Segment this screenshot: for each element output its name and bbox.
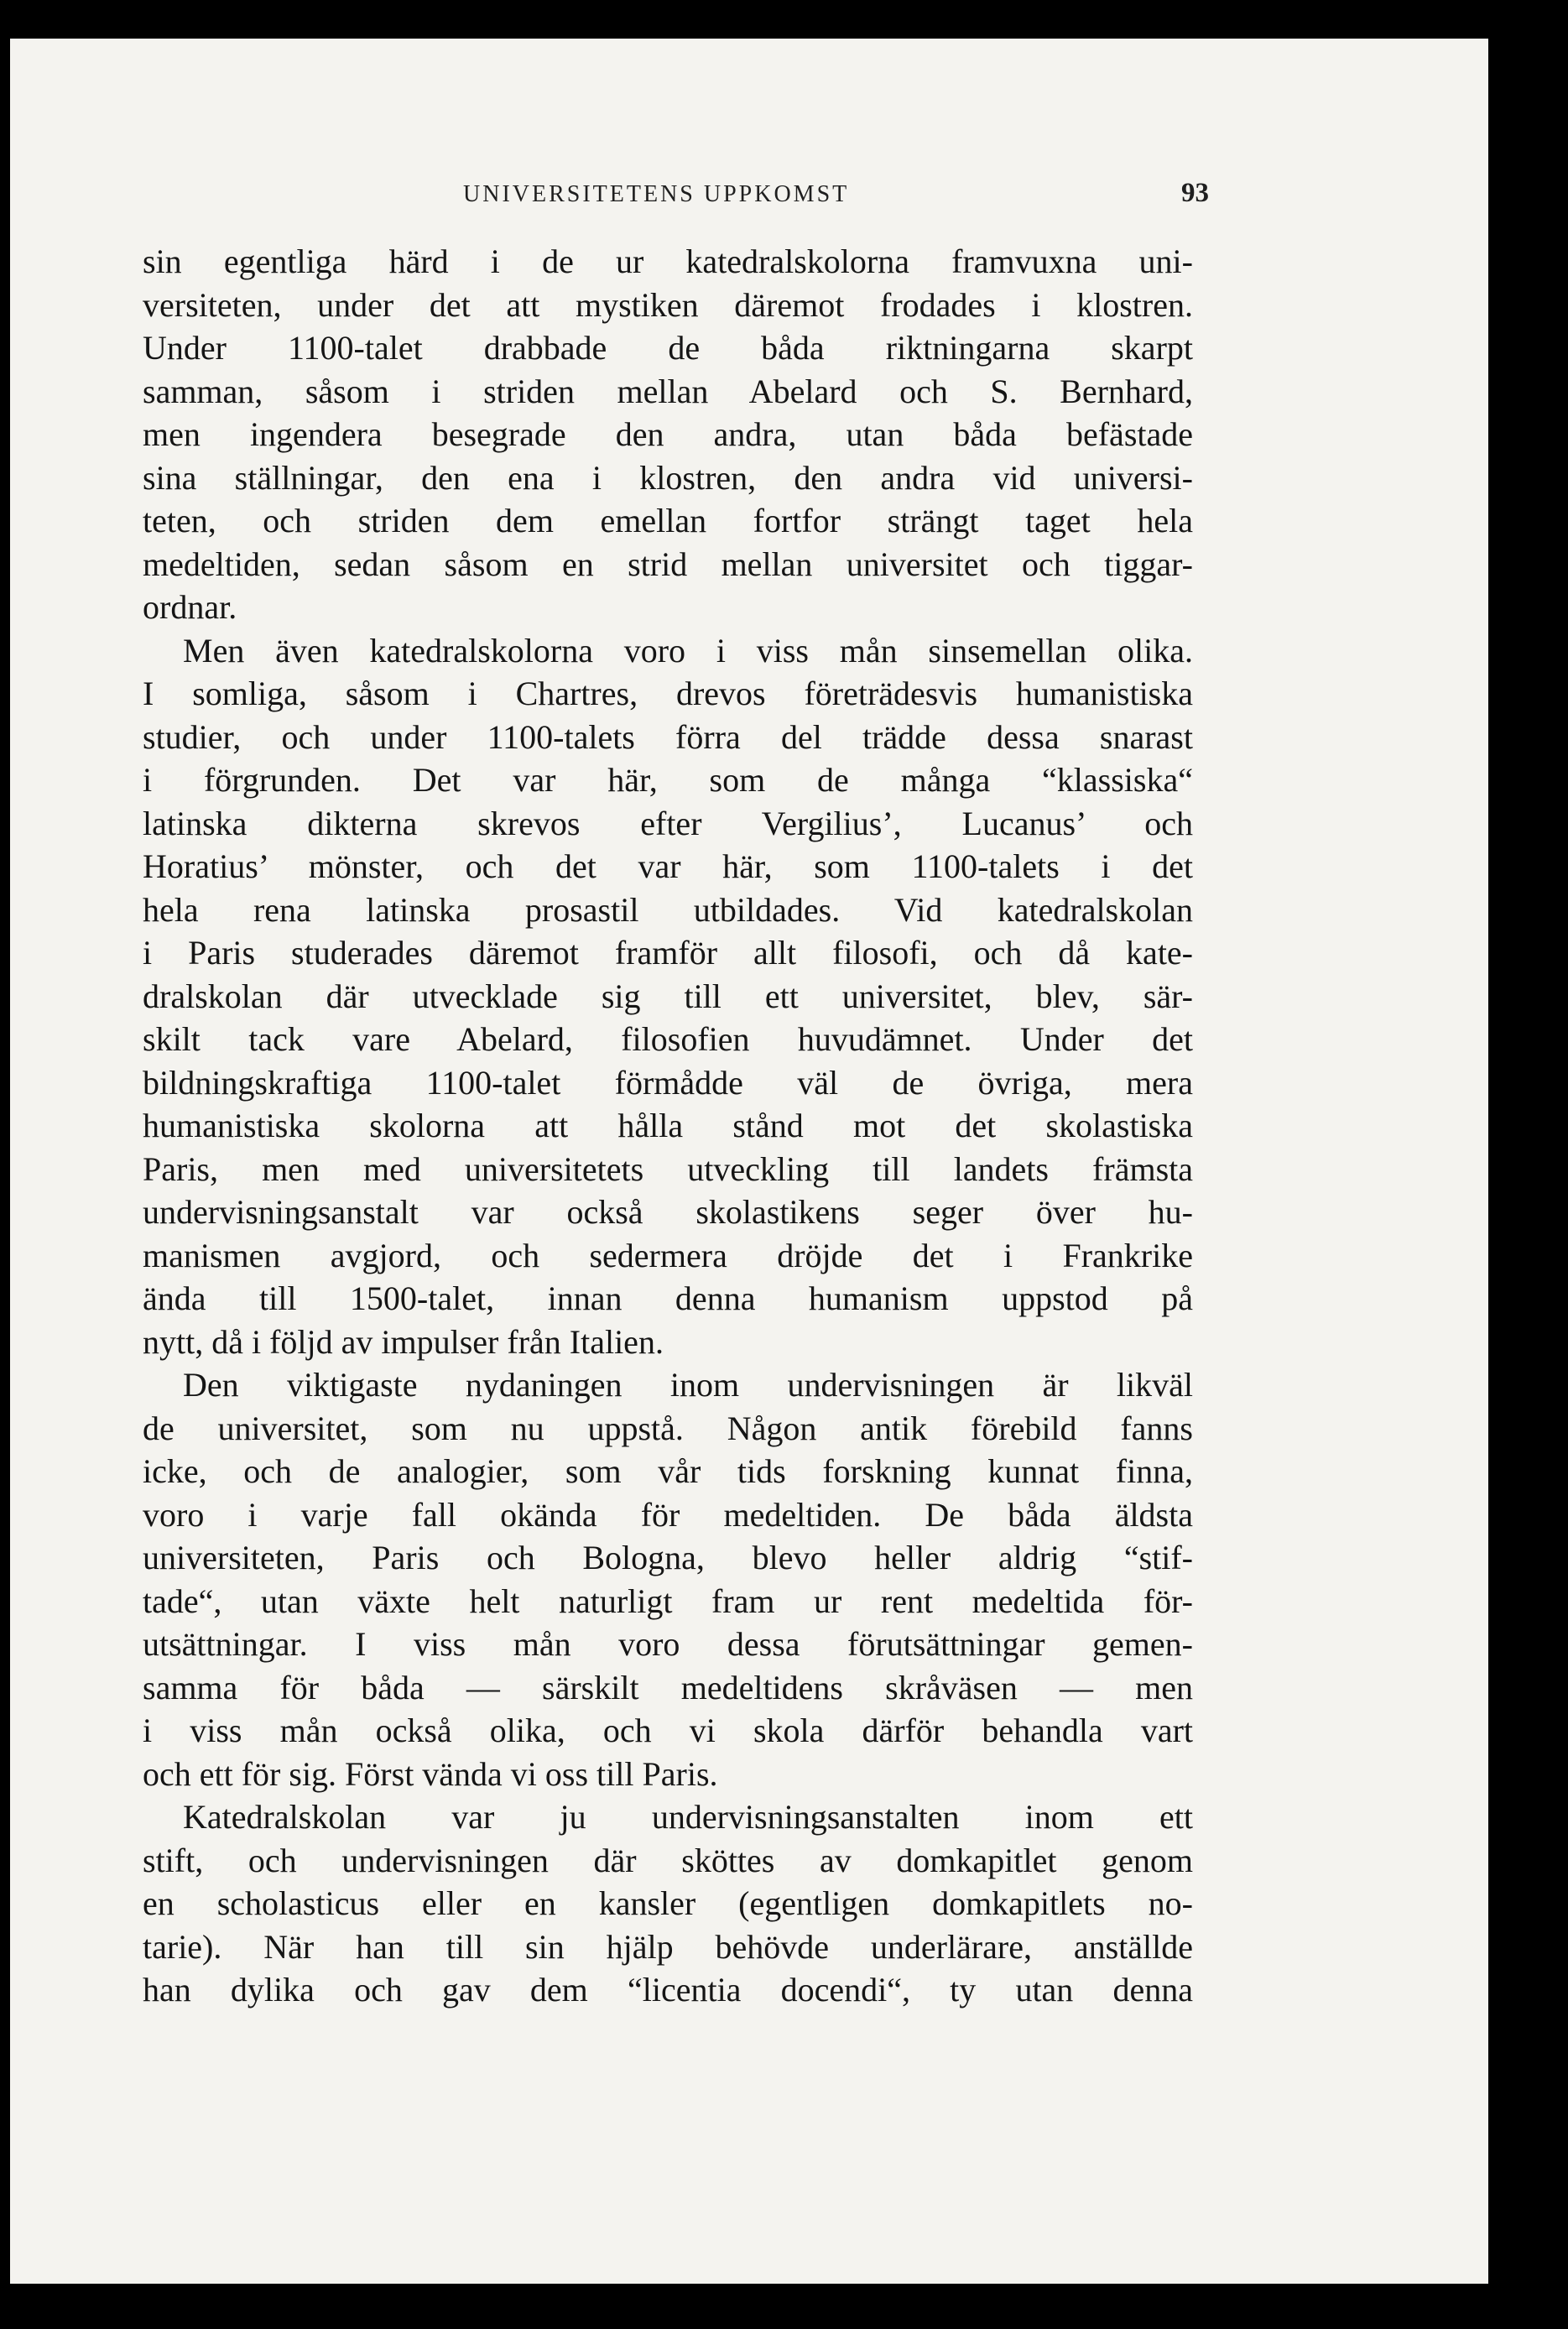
page-header — [10, 178, 1488, 223]
text-line: men ingendera besegrade den andra, utan båda befästade — [143, 415, 1193, 453]
text-line: en scholasticus eller en kansler (egentligen domkapitlets no- — [143, 1884, 1193, 1922]
text-line: bildningskraftiga 1100-talet förmådde väl de övriga, mera — [143, 1063, 1193, 1102]
text-line: samma för båda — särskilt medeltidens skråväsen — men — [143, 1668, 1193, 1706]
text-line: han dylika och gav dem “licentia docendi“, ty utan denna — [143, 1971, 1193, 2009]
text-line: universiteten, Paris och Bologna, blevo heller aldrig “stif- — [143, 1539, 1193, 1576]
text-line: i viss mån också olika, och vi skola därför behandla vart — [143, 1712, 1193, 1749]
text-line: Men även katedralskolorna voro i viss mån sinsemellan olika. — [183, 631, 1193, 670]
text-line: icke, och de analogier, som vår tids forskning kunnat finna, — [143, 1452, 1193, 1490]
text-line: Katedralskolan var ju undervisningsanstalten inom ett — [183, 1798, 1193, 1836]
text-line: sina ställningar, den ena i klostren, den andra vid universi- — [143, 458, 1193, 497]
text-line: latinska dikterna skrevos efter Vergilius’, Lucanus’ och — [143, 804, 1193, 842]
text-line: utsättningar. I viss mån voro dessa förutsättningar gemen- — [143, 1625, 1193, 1663]
text-line: ända till 1500-talet, innan denna humanism uppstod på — [143, 1279, 1193, 1317]
text-line: i Paris studerades däremot framför allt filosofi, och då kate- — [143, 934, 1193, 972]
text-line: versiteten, under det att mystiken däremot frodades i klostren. — [143, 285, 1193, 324]
text-line: och ett för sig. Först vända vi oss till Paris. — [143, 1754, 718, 1793]
text-line: tarie). När han till sin hjälp behövde underlärare, anställde — [143, 1927, 1193, 1966]
text-line: I somliga, såsom i Chartres, drevos företrädesvis humanistiska — [143, 675, 1193, 712]
text-line: Horatius’ mönster, och det var här, som 1100-talets i det — [143, 847, 1193, 885]
text-line: Paris, men med universitetets utveckling till landets främsta — [143, 1149, 1193, 1188]
text-line: skilt tack vare Abelard, filosofien huvudämnet. Under det — [143, 1020, 1193, 1058]
text-line: tade“, utan växte helt naturligt fram ur rent medeltida för- — [143, 1581, 1193, 1620]
text-line: teten, och striden dem emellan fortfor strängt taget hela — [143, 502, 1193, 539]
text-line: i förgrunden. Det var här, som de många “klassiska“ — [143, 761, 1193, 799]
page-number: 93 — [1181, 178, 1209, 208]
text-line: samman, såsom i striden mellan Abelard och S. Bernhard, — [143, 372, 1193, 410]
text-line: medeltiden, sedan såsom en strid mellan universitet och tiggar- — [143, 544, 1193, 583]
text-line: studier, och under 1100-talets förra del trädde dessa snarast — [143, 717, 1193, 756]
running-title: UNIVERSITETENS UPPKOMST — [463, 181, 850, 207]
text-line: sin egentliga härd i de ur katedralskolorna framvuxna uni- — [143, 242, 1193, 280]
text-line: manismen avgjord, och sedermera dröjde det i Frankrike — [143, 1236, 1193, 1274]
text-line: hela rena latinska prosastil utbildades. Vid katedralskolan — [143, 890, 1193, 929]
text-line: undervisningsanstalt var också skolastikens seger över hu- — [143, 1193, 1193, 1231]
text-line: voro i varje fall okända för medeltiden. De båda äldsta — [143, 1495, 1193, 1534]
text-line: de universitet, som nu uppstå. Någon antik förebild fanns — [143, 1409, 1193, 1447]
text-line: ordnar. — [143, 588, 237, 626]
text-line: nytt, då i följd av impulser från Italien. — [143, 1322, 664, 1361]
book-page — [10, 39, 1488, 2284]
text-line: dralskolan där utvecklade sig till ett universitet, blev, sär- — [143, 977, 1193, 1015]
text-line: stift, och undervisningen där sköttes av domkapitlet genom — [143, 1841, 1193, 1879]
text-line: Under 1100-talet drabbade de båda riktningarna skarpt — [143, 329, 1193, 367]
body-text — [143, 240, 1193, 2012]
text-line: Den viktigaste nydaningen inom undervisningen är likväl — [183, 1366, 1193, 1404]
text-line: humanistiska skolorna att hålla stånd mot det skolastiska — [143, 1107, 1193, 1144]
